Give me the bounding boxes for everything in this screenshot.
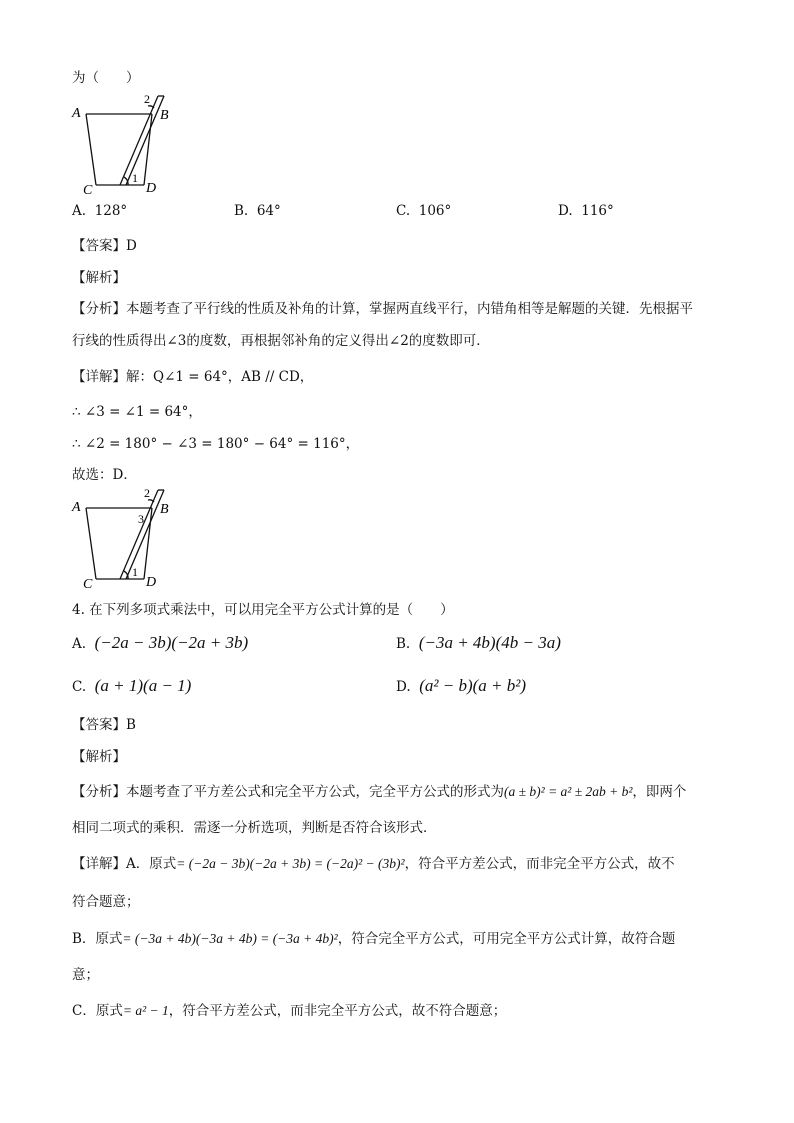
q3-option-a: A. 128° xyxy=(72,203,128,219)
trapezoid-figure-1 xyxy=(68,90,178,198)
q4-stem: 4. 在下列多项式乘法中，可以用完全平方公式计算的是（ ） xyxy=(72,602,454,618)
q4-fenxi-line2: 相同二项式的乘积．需逐一分析选项，判断是否符合该形式． xyxy=(72,820,437,836)
label-d: D xyxy=(146,575,157,590)
label-c: C xyxy=(83,183,93,198)
q3-option-b: B. 64° xyxy=(234,203,281,219)
label-angle-2: 2 xyxy=(144,92,150,106)
q3-option-c: C. 106° xyxy=(396,203,452,219)
q3-detail-line2: ∴ ∠3 = ∠1 = 64°， xyxy=(72,404,202,420)
q3-answer: 【答案】D xyxy=(72,238,137,254)
label-angle-3: 3 xyxy=(138,512,144,526)
q3-analysis-heading: 【解析】 xyxy=(72,270,126,286)
q4-detail-a: 【详解】A．原式= (−2a − 3b)(−2a + 3b) = (−2a)² − (3b)²，符合平方差公式，而非完全平方公式，故不 xyxy=(72,856,675,872)
label-angle-1: 1 xyxy=(132,565,138,579)
q4-detail-c: C．原式= a² − 1，符合平方差公式，而非完全平方公式，故不符合题意； xyxy=(72,1003,507,1019)
q4-detail-a-line2: 符合题意； xyxy=(72,894,140,910)
trapezoid-figure-2 xyxy=(68,484,178,592)
q3-fenxi-line2: 行线的性质得出∠3的度数，再根据邻补角的定义得出∠2的度数即可． xyxy=(72,333,490,349)
label-b: B xyxy=(160,502,169,517)
label-angle-2: 2 xyxy=(144,486,150,500)
q4-answer: 【答案】B xyxy=(72,717,136,733)
q4-option-b: B. (−3a + 4b)(4b − 3a) xyxy=(396,633,561,652)
q4-fenxi-line1: 【分析】本题考查了平方差公式和完全平方公式，完全平方公式的形式为(a ± b)² = a² ± 2ab + b²，即两个 xyxy=(72,784,687,800)
label-d: D xyxy=(146,181,157,196)
q4-detail-b: B．原式= (−3a + 4b)(−3a + 4b) = (−3a + 4b)²，符合完全平方公式，可用完全平方公式计算，故符合题 xyxy=(72,931,676,947)
q3-detail-line3: ∴ ∠2 = 180° − ∠3 = 180° − 64° = 116°， xyxy=(72,436,360,452)
q3-fenxi-line1: 【分析】本题考查了平行线的性质及补角的计算，掌握两直线平行，内错角相等是解题的关键．先根据平 xyxy=(72,301,693,317)
q4-option-a: A. (−2a − 3b)(−2a + 3b) xyxy=(72,633,249,652)
label-a: A xyxy=(72,500,81,515)
q4-analysis-heading: 【解析】 xyxy=(72,749,126,765)
q4-option-d: D. (a² − b)(a + b²) xyxy=(396,676,527,695)
label-a: A xyxy=(72,106,81,121)
q4-detail-b-line2: 意； xyxy=(72,967,99,983)
label-b: B xyxy=(160,108,169,123)
q4-option-c: C. (a + 1)(a − 1) xyxy=(72,676,192,695)
q3-stem-tail: 为（ ） xyxy=(72,70,140,86)
q3-detail-line1: 【详解】解：Q∠1 = 64°，AB // CD， xyxy=(72,369,314,385)
label-c: C xyxy=(83,577,93,592)
q3-conclusion: 故选：D． xyxy=(72,467,137,483)
label-angle-1: 1 xyxy=(132,171,138,185)
q3-option-d: D. 116° xyxy=(558,203,614,219)
